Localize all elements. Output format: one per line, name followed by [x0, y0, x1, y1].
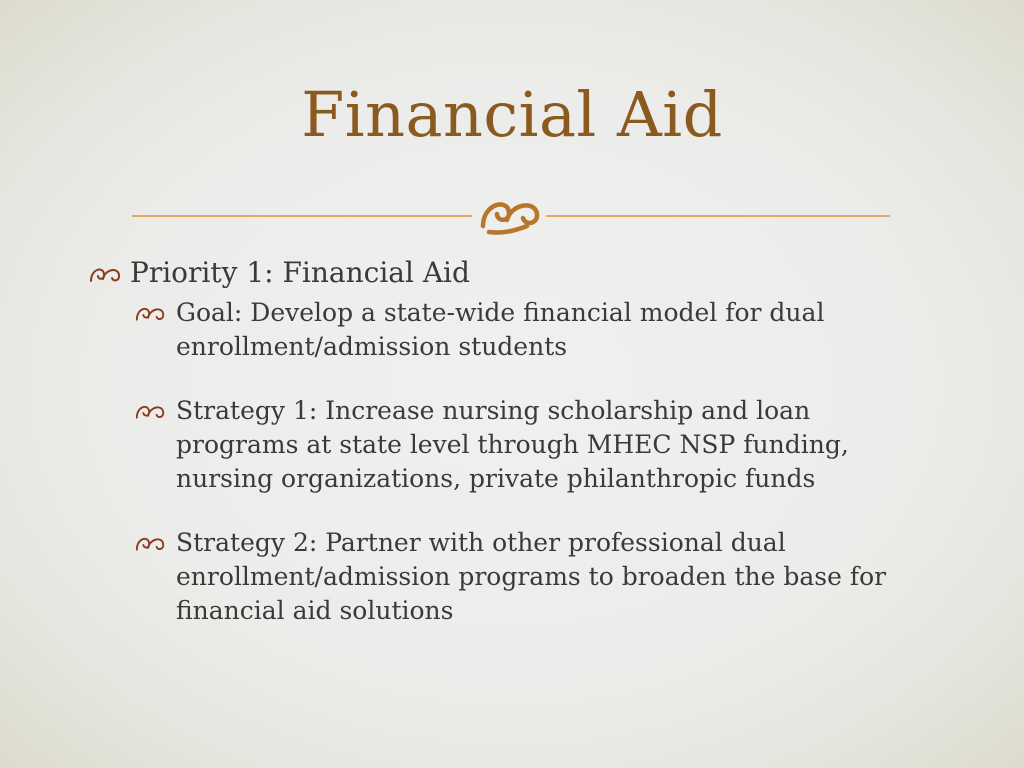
divider-line-left — [132, 215, 472, 217]
curl-bullet-icon — [134, 532, 166, 556]
curl-bullet-icon — [134, 302, 166, 326]
strategy-1-text: Strategy 1: Increase nursing scholarship and loan programs at state level through MHEC NSP funding, nursing organizations, private philanthropic funds — [176, 396, 849, 493]
goal-item — [134, 296, 936, 364]
curl-bullet-icon — [88, 263, 122, 287]
strategy-2-item — [134, 526, 936, 628]
priority-text: Priority 1: Financial Aid — [130, 256, 470, 289]
strategy-2-text: Strategy 2: Partner with other professional dual enrollment/admission programs to broaden the base for financial aid solutions — [176, 528, 887, 625]
divider-line-right — [546, 215, 890, 217]
title-divider — [132, 190, 890, 240]
curl-ornament-icon — [477, 190, 543, 236]
goal-text: Goal: Develop a state-wide financial model for dual enrollment/admission students — [176, 298, 825, 361]
slide-body — [88, 254, 938, 658]
curl-bullet-icon — [134, 400, 166, 424]
priority-item — [88, 254, 938, 292]
slide-title: Financial Aid — [301, 78, 723, 151]
strategy-1-item — [134, 394, 936, 496]
